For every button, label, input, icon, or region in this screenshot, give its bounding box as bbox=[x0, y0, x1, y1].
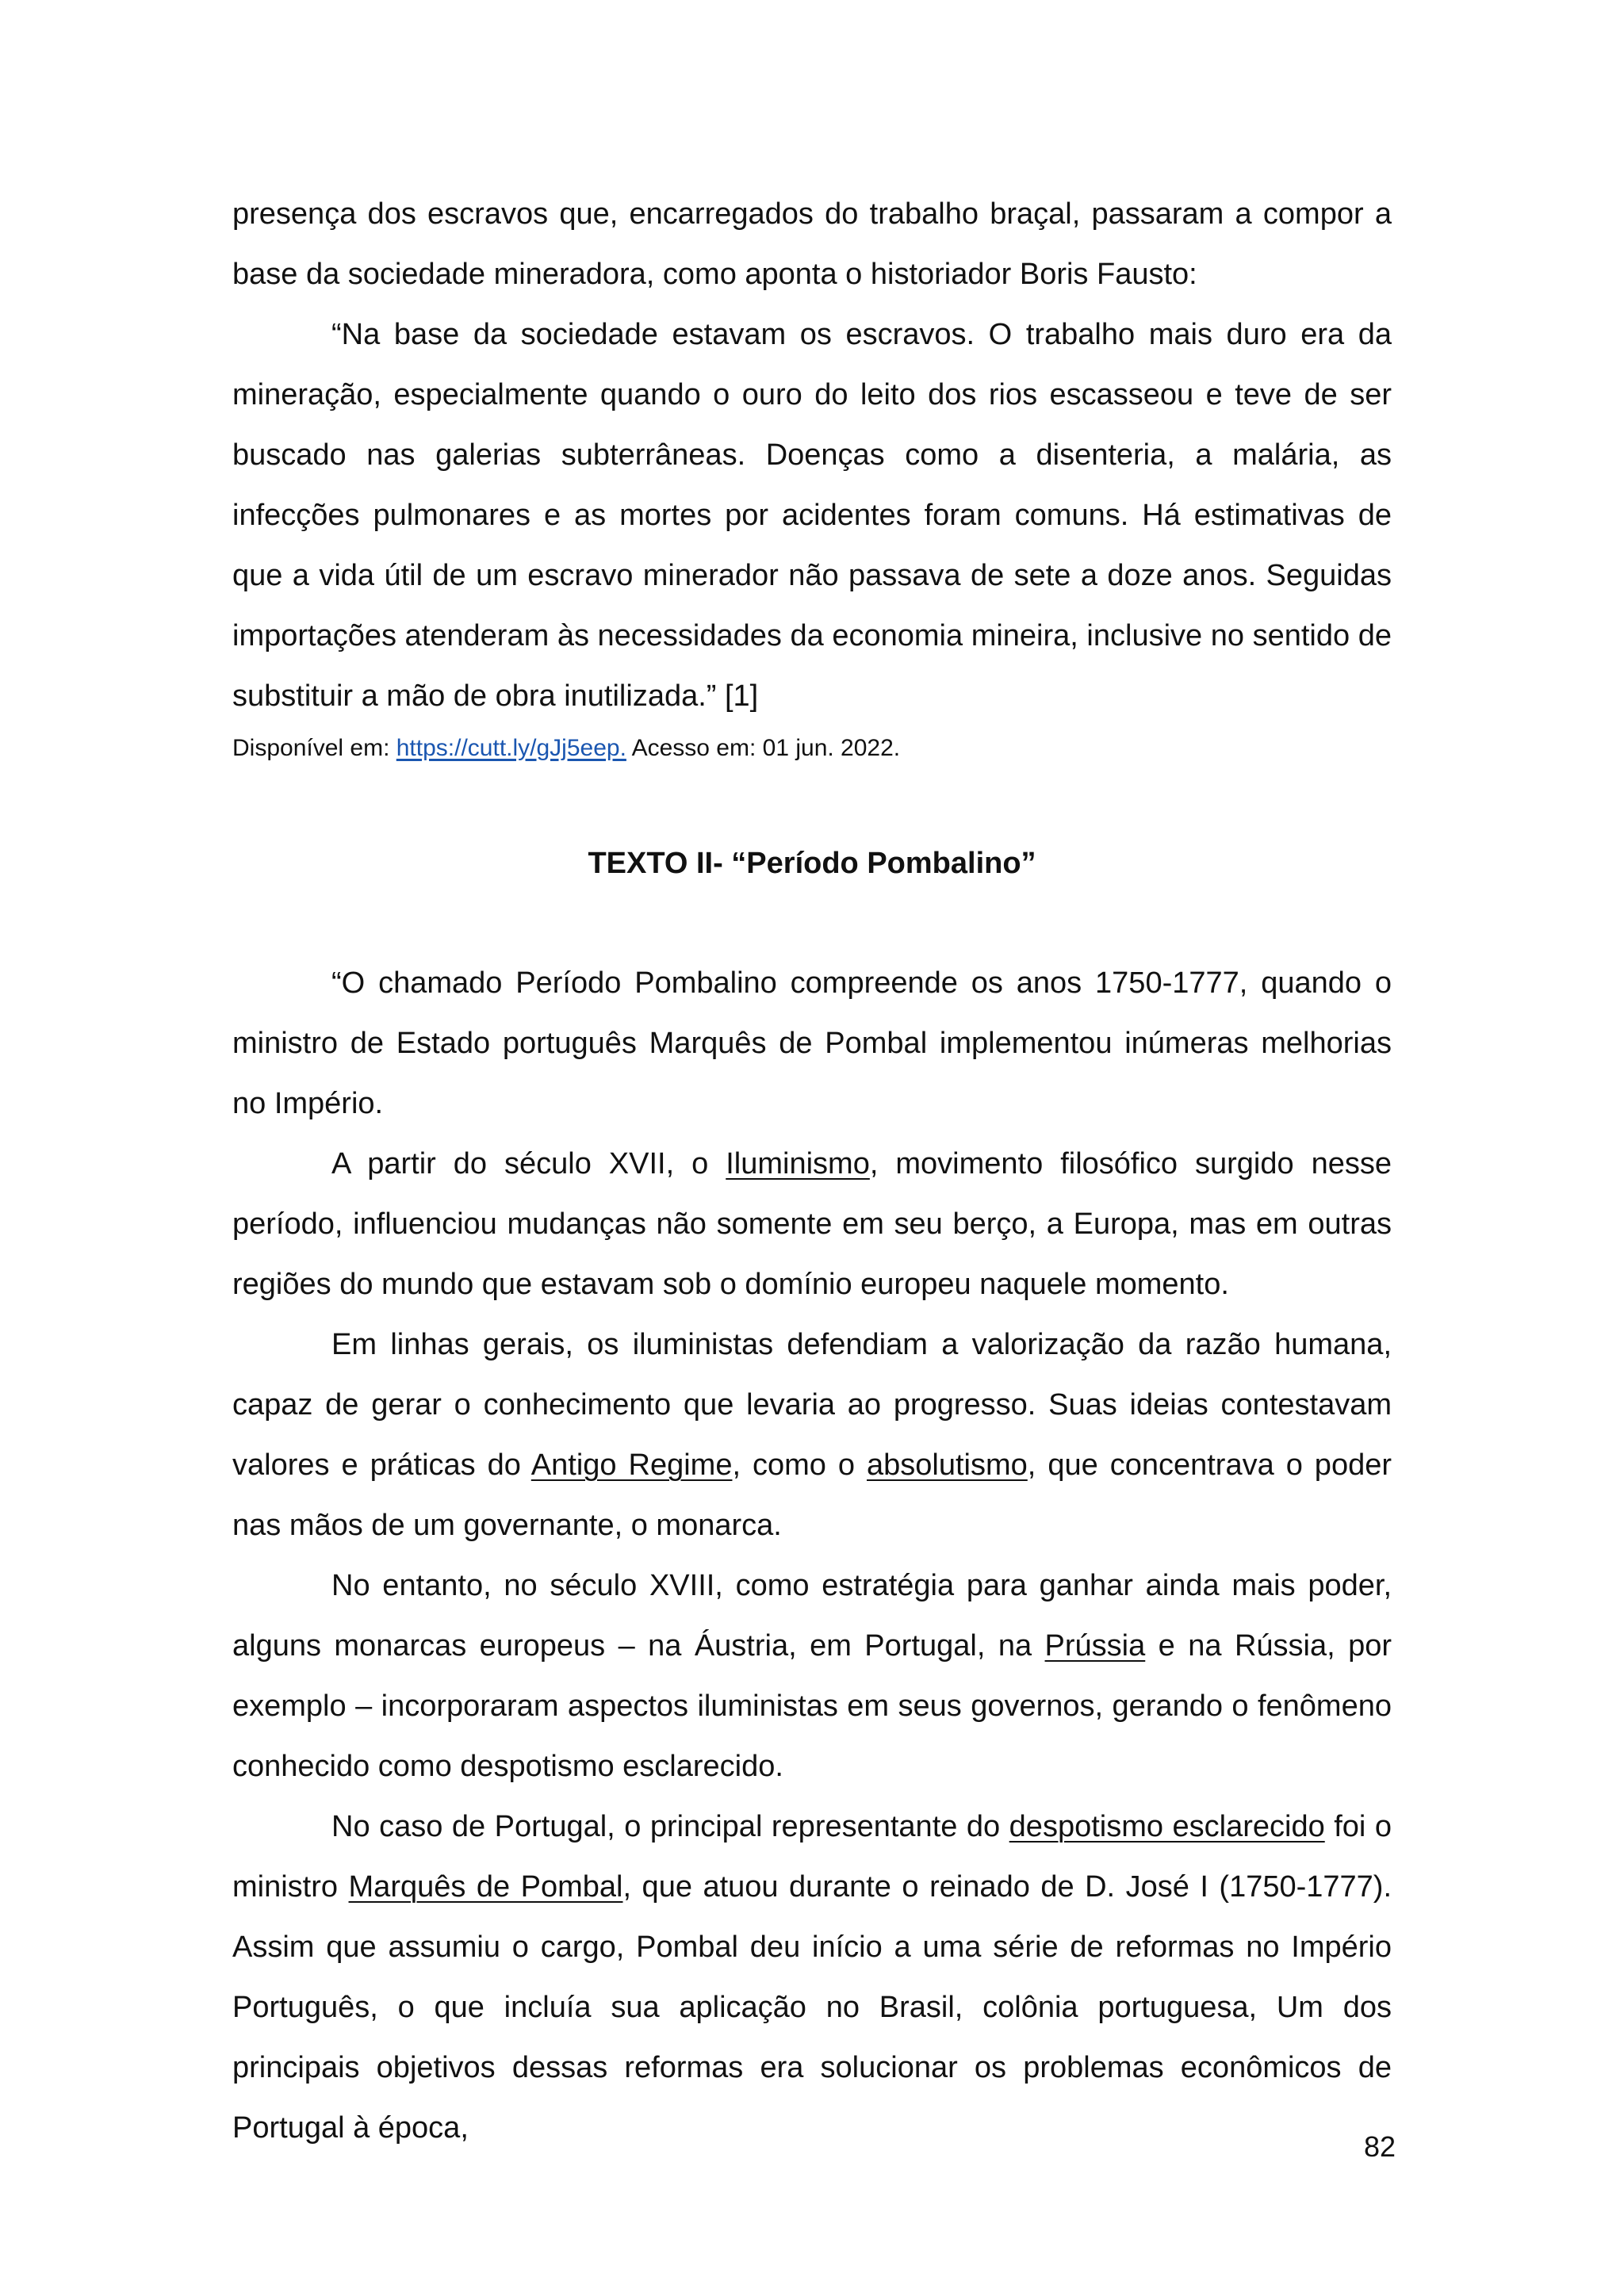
paragraph: “O chamado Período Pombalino compreende os anos 1750-1777, quando o ministro de Estado português Marquês de Pombal implementou inúmeras melhorias no Império. bbox=[232, 966, 1392, 1120]
paragraph bbox=[232, 1134, 1392, 1314]
text-segment: Em linhas gerais, os iluministas defendiam a valorização da razão humana, capaz de gerar o conhecimento que levaria ao progresso. Suas ideias contestavam valores e práticas do bbox=[232, 1328, 1392, 1482]
text-segment: , como o bbox=[732, 1448, 868, 1482]
source-prefix: Disponível em: bbox=[232, 735, 396, 761]
text-segment: , movimento filosófico surgido nesse período, influenciou mudanças não somente em seu berço, a Europa, mas em outras regiões do mundo que estavam sob o domínio europeu naquele momento. bbox=[232, 1147, 1392, 1301]
source-link[interactable]: https://cutt.ly/gJj5eep. bbox=[396, 735, 626, 761]
block-quote: “Na base da sociedade estavam os escravos. O trabalho mais duro era da mineração, especialmente quando o ouro do leito dos rios escasseou e teve de ser buscado nas galerias subterrâneas. Doenças como a disenteria, a malária, as infecções pulmonares e as mortes por acidentes foram comuns. Há estimativas de que a vida útil de um escravo minerador não passava de sete a doze anos. Seguidas importações atenderam às necessidades da economia mineira, inclusive no sentido de substituir a mão de obra inutilizada.” [1] bbox=[232, 318, 1392, 713]
source-citation bbox=[232, 733, 900, 764]
text-segment: , que concentrava o poder nas mãos de um governante, o monarca. bbox=[232, 1448, 1392, 1542]
term-link-antigo-regime[interactable]: Antigo Regime bbox=[530, 1448, 733, 1482]
text-segment: A partir do século XVII, o bbox=[331, 1147, 726, 1181]
text-block-2 bbox=[232, 953, 1392, 2158]
text-segment: , que atuou durante o reinado de D. José I (1750-1777). Assim que assumiu o cargo, Pombal deu início a uma série de reformas no Império Português, o que incluía sua aplicação no Brasil, colônia portuguesa, Um dos principais objetivos dessas reformas era solucionar os problemas econômicos de Portugal à época, bbox=[232, 1870, 1392, 2145]
text-segment: e na Rússia, por exemplo – incorporaram aspectos iluministas em seus governos, gerando o fenômeno conhecido como despotismo esclarecido. bbox=[232, 1629, 1392, 1783]
text-segment: No caso de Portugal, o principal representante do bbox=[331, 1810, 1009, 1843]
paragraph bbox=[232, 1556, 1392, 1797]
paragraph: presença dos escravos que, encarregados do trabalho braçal, passaram a compor a base da sociedade mineradora, como aponta o historiador Boris Fausto: bbox=[232, 197, 1392, 291]
term-link-iluminismo[interactable]: Iluminismo bbox=[726, 1147, 870, 1181]
text-block-1 bbox=[232, 184, 1392, 726]
term-link-prussia[interactable]: Prússia bbox=[1044, 1629, 1146, 1663]
text-segment: foi o ministro bbox=[232, 1810, 1392, 1904]
source-suffix: Acesso em: 01 jun. 2022. bbox=[626, 735, 901, 761]
term-link-absolutismo[interactable]: absolutismo bbox=[867, 1448, 1028, 1482]
section-heading: TEXTO II- “Período Pombalino” bbox=[588, 847, 1036, 880]
paragraph bbox=[232, 1797, 1392, 2158]
page-number: 82 bbox=[1363, 2130, 1396, 2163]
text-segment: No entanto, no século XVIII, como estratégia para ganhar ainda mais poder, alguns monarcas europeus – na Áustria, em Portugal, na bbox=[232, 1569, 1392, 1663]
term-link-despotismo-esclarecido[interactable]: despotismo esclarecido bbox=[1009, 1810, 1325, 1843]
paragraph bbox=[232, 1314, 1392, 1556]
term-link-marques-de-pombal[interactable]: Marquês de Pombal bbox=[348, 1870, 623, 1904]
